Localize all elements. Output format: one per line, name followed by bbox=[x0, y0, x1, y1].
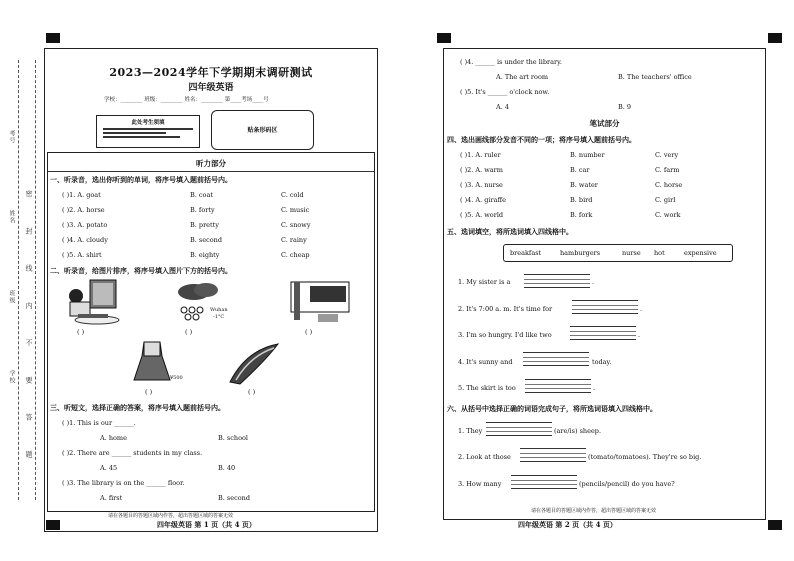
sec3-q3[interactable]: ( )3. The library is on the ______ floor. bbox=[62, 479, 185, 487]
sec2-title: 二、听录音，给图片排序，将序号填入图片下方的括号内。 bbox=[50, 266, 232, 275]
sec4-q2-c: C. farm bbox=[655, 166, 680, 174]
sec4-q3-c: C. horse bbox=[655, 181, 683, 189]
weather-city: Wuhan bbox=[210, 307, 228, 313]
sec5-q5-post: . bbox=[593, 384, 596, 392]
word-hot: hot bbox=[654, 249, 665, 257]
sec5-q4: 4. It's sunny and bbox=[458, 358, 513, 366]
sec3-q2-a: A. 45 bbox=[100, 464, 118, 472]
sec5-q1-post: . bbox=[592, 278, 595, 286]
word-expensive: expensive bbox=[684, 249, 717, 257]
sec6-q3: 3. How many bbox=[458, 480, 502, 488]
barcode-area bbox=[211, 110, 314, 150]
sec5-q4-post: today. bbox=[592, 358, 612, 366]
sec4-title: 四、选出画线部分发音不同的一项；将序号填入题前括号内。 bbox=[447, 135, 636, 144]
barcode-label: 贴条形码区 bbox=[247, 127, 278, 134]
four-line-box[interactable] bbox=[572, 300, 638, 314]
sec1-title: 一、听录音，选出你听到的单词，将序号填入题前括号内。 bbox=[50, 175, 232, 184]
corner-mark bbox=[46, 33, 60, 43]
answer-paren[interactable]: ( ) bbox=[305, 328, 313, 336]
sec4-q5[interactable]: ( )5. A. world bbox=[460, 211, 504, 219]
notice-box bbox=[96, 115, 200, 148]
p2-q5[interactable]: ( )5. It's ______ o'clock now. bbox=[460, 88, 550, 96]
price-tag: ¥500 bbox=[170, 375, 183, 381]
picture-bedroom bbox=[62, 278, 132, 326]
p2-q5-a: A. 4 bbox=[496, 103, 509, 111]
sec1-q4-b: B. second bbox=[190, 236, 222, 244]
sec4-q5-c: C. work bbox=[655, 211, 681, 219]
sec1-q1[interactable]: ( )1. A. goat bbox=[62, 191, 101, 199]
sec4-q4[interactable]: ( )4. A. giraffe bbox=[460, 196, 506, 204]
four-line-box[interactable] bbox=[570, 326, 636, 340]
sec1-q3-b: B. pretty bbox=[190, 221, 219, 229]
answer-paren[interactable]: ( ) bbox=[185, 328, 193, 336]
word-bank bbox=[503, 244, 733, 262]
side-label-number: 考号 bbox=[8, 130, 15, 144]
word-nurse: nurse bbox=[622, 249, 641, 257]
seal-line-text: 密 封 线 内 不 要 答 题 bbox=[25, 190, 33, 472]
sec3-q1-b: B. school bbox=[218, 434, 248, 442]
p2-q4-b: B. The teachers' office bbox=[618, 73, 692, 81]
sec1-q4[interactable]: ( )4. A. cloudy bbox=[62, 236, 108, 244]
four-line-box[interactable] bbox=[524, 274, 590, 288]
binding-line bbox=[35, 60, 36, 500]
corner-mark bbox=[768, 33, 782, 43]
sec1-q5[interactable]: ( )5. A. shirt bbox=[62, 251, 102, 259]
sec6-q2-post: (tomato/tomatoes). They're so big. bbox=[588, 453, 702, 461]
sec1-q3[interactable]: ( )3. A. potato bbox=[62, 221, 108, 229]
exam-subject: 四年级英语 bbox=[188, 83, 234, 93]
picture-dress bbox=[132, 340, 172, 386]
sec1-q5-c: C. cheap bbox=[281, 251, 310, 259]
page1-note: 请在各题目的答题区域内作答，超出答题区域的答案无效 bbox=[108, 513, 234, 519]
picture-fish bbox=[226, 340, 282, 386]
page1-footer: 四年级英语 第 1 页（共 4 页） bbox=[157, 520, 256, 529]
corner-mark bbox=[768, 520, 782, 530]
weather-temp: -1°C bbox=[213, 314, 225, 320]
sec4-q2[interactable]: ( )2. A. warm bbox=[460, 166, 503, 174]
sec1-q3-c: C. snowy bbox=[281, 221, 311, 229]
answer-paren[interactable]: ( ) bbox=[145, 388, 153, 396]
p2-q4[interactable]: ( )4. ______ is under the library. bbox=[460, 58, 563, 66]
sec4-q3-b: B. water bbox=[570, 181, 598, 189]
sec6-q1-post: (are/is) sheep. bbox=[554, 427, 602, 435]
four-line-box[interactable] bbox=[511, 475, 577, 489]
sec4-q5-b: B. fork bbox=[570, 211, 593, 219]
sec3-q1[interactable]: ( )1. This is our ______. bbox=[62, 419, 136, 427]
word-hamburgers: hamburgers bbox=[560, 249, 601, 257]
p2-q4-a: A. The art room bbox=[496, 73, 549, 81]
sec5-title: 五、选词填空，将所选词填入四线格中。 bbox=[447, 227, 573, 236]
picture-classroom bbox=[290, 280, 352, 325]
sec3-title: 三、听短文，选择正确的答案，将序号填入题前括号内。 bbox=[50, 403, 225, 412]
four-line-box[interactable] bbox=[486, 422, 552, 436]
sec4-q4-c: C. girl bbox=[655, 196, 676, 204]
page2-footer: 四年级英语 第 2 页（共 4 页） bbox=[518, 520, 617, 529]
page2-note: 请在各题目的答题区域内作答，超出答题区域的答案无效 bbox=[531, 508, 657, 514]
written-header: 笔试部分 bbox=[589, 119, 620, 128]
word-breakfast: breakfast bbox=[510, 249, 542, 257]
four-line-box[interactable] bbox=[520, 448, 586, 462]
answer-paren[interactable]: ( ) bbox=[248, 388, 256, 396]
sec3-q1-a: A. home bbox=[100, 434, 127, 442]
sec6-q2: 2. Look at those bbox=[458, 453, 511, 461]
sec5-q2: 2. It's 7:00 a. m. It's time for bbox=[458, 305, 553, 313]
sec1-q5-b: B. eighty bbox=[190, 251, 220, 259]
sec6-q3-post: (pencils/pencil) do you have? bbox=[579, 480, 675, 488]
binding-line bbox=[18, 60, 19, 500]
sec4-q4-b: B. bird bbox=[570, 196, 593, 204]
side-label-class: 班级 bbox=[8, 290, 15, 304]
sec1-q2[interactable]: ( )2. A. horse bbox=[62, 206, 105, 214]
sec3-q3-a: A. first bbox=[100, 494, 123, 502]
notice-title: 此处考生须填 bbox=[131, 120, 165, 126]
p2-q5-b: B. 9 bbox=[618, 103, 632, 111]
sec5-q5: 5. The skirt is too bbox=[458, 384, 516, 392]
sec3-q2-b: B. 40 bbox=[218, 464, 236, 472]
sec5-q1: 1. My sister is a bbox=[458, 278, 511, 286]
sec4-q1-b: B. number bbox=[570, 151, 605, 159]
side-label-school: 学校 bbox=[8, 370, 15, 384]
sec6-title: 六、从括号中选择正确的词语完成句子，将所选词语填入四线格中。 bbox=[447, 404, 657, 413]
sec1-q2-b: B. forty bbox=[190, 206, 215, 214]
side-label-name: 姓名 bbox=[8, 210, 15, 224]
sec4-q1[interactable]: ( )1. A. ruler bbox=[460, 151, 501, 159]
sec1-q1-b: B. coat bbox=[190, 191, 213, 199]
sec4-q1-c: C. very bbox=[655, 151, 679, 159]
four-line-box[interactable] bbox=[525, 379, 591, 393]
sec5-q3-post: . bbox=[638, 331, 641, 339]
sec5-q3: 3. I'm so hungry. I'd like two bbox=[458, 331, 552, 339]
sec4-q3[interactable]: ( )3. A. nurse bbox=[460, 181, 503, 189]
sec4-q2-b: B. car bbox=[570, 166, 590, 174]
answer-paren[interactable]: ( ) bbox=[77, 328, 85, 336]
exam-title: 2023—2024学年下学期期末调研测试 bbox=[109, 66, 313, 79]
sec5-q2-post: . bbox=[640, 305, 643, 313]
sec1-q1-c: C. cold bbox=[281, 191, 304, 199]
sec3-q2[interactable]: ( )2. There are ______ students in my class. bbox=[62, 449, 203, 457]
sec6-q1: 1. They bbox=[458, 427, 483, 435]
sec1-q2-c: C. music bbox=[281, 206, 310, 214]
listening-header: 听力部分 bbox=[196, 159, 226, 168]
divider bbox=[48, 171, 374, 172]
student-info-line[interactable]: 学校：________ 班级：________ 姓名：________ 第____考场____号 bbox=[104, 97, 269, 103]
sec3-q3-b: B. second bbox=[218, 494, 250, 502]
four-line-box[interactable] bbox=[523, 352, 589, 366]
sec1-q4-c: C. rainy bbox=[281, 236, 307, 244]
corner-mark bbox=[437, 33, 451, 43]
